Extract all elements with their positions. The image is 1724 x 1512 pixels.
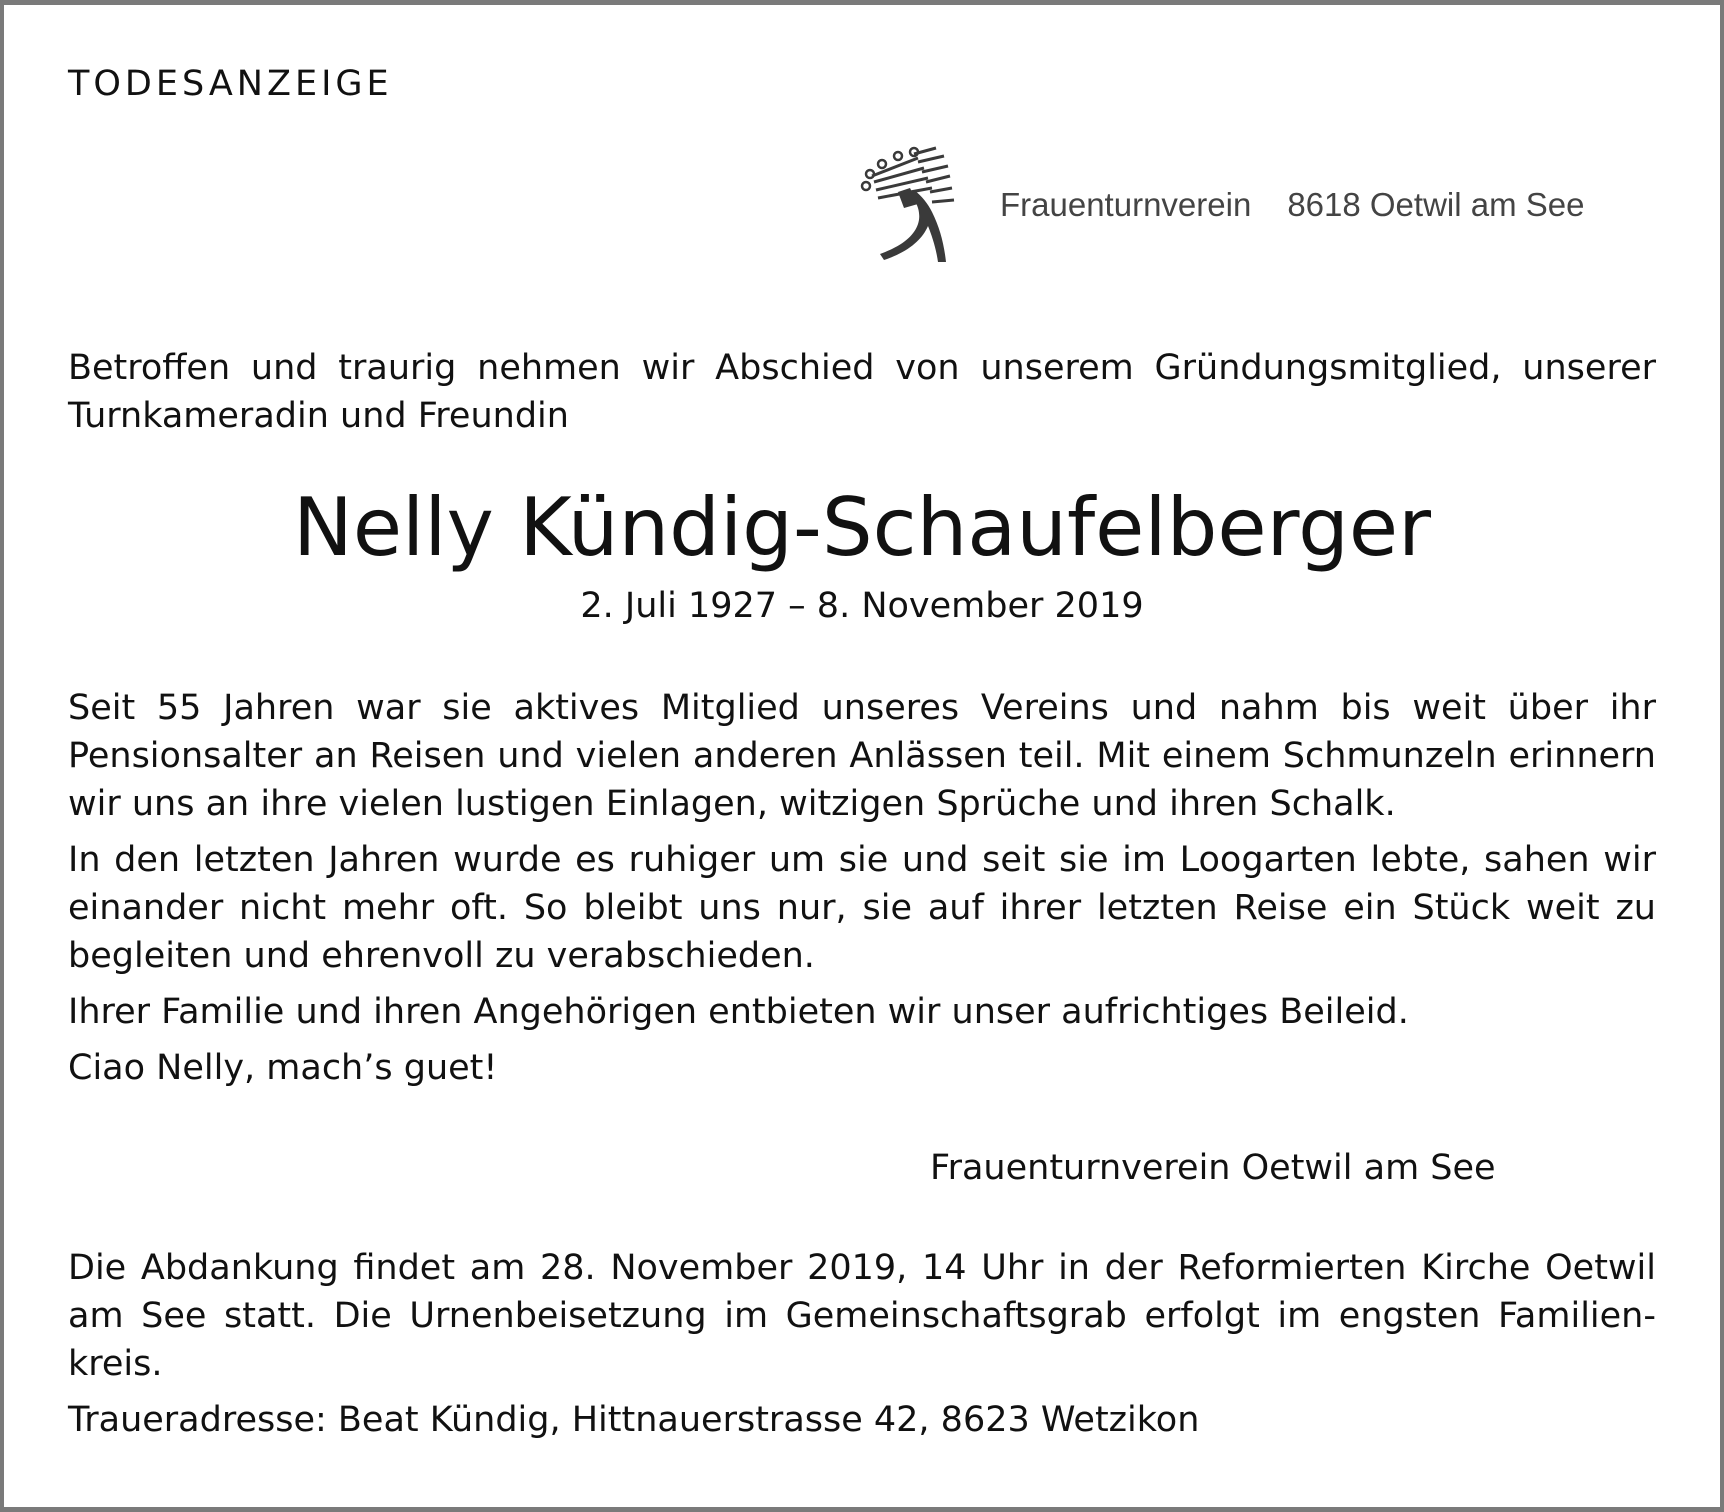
org-header (1000, 186, 1584, 224)
tribute-paragraph: Ciao Nelly, mach’s guet! (68, 1048, 498, 1088)
tribute-paragraph: Seit 55 Jahren war sie aktives Mitglied unseres Vereins und nahm bis weit über ihr Pensionsalter an Reisen und vielen anderen Anlässen teil. Mit einem Schmunzeln erinnern wir uns an ihre vielen lustigen Einlagen, witzigen Sprüche und ihren Schalk. (68, 688, 1656, 824)
notice-heading: TODESANZEIGE (68, 64, 393, 104)
life-dates: 2. Juli 1927 – 8. November 2019 (580, 586, 1144, 626)
signature: Frauenturnverein Oetwil am See (930, 1148, 1496, 1188)
tribute-text (68, 684, 1656, 1092)
intro-text (68, 344, 1656, 440)
deceased-name: Nelly Kündig-Schaufelberger (292, 481, 1431, 574)
intro-paragraph: Betroffen und traurig nehmen wir Abschied von unserem Gründungsmitglied, unserer Turnkameradin und Freundin (68, 348, 1656, 436)
funeral-paragraph: Die Abdankung findet am 28. November 2019, 14 Uhr in der Reformierten Kirche Oetwil am See statt. Die Urnenbeisetzung im Gemeinschaftsgrab erfolgt im engsten Familien-kreis. (68, 1248, 1656, 1384)
org-header-location: 8618 Oetwil am See (1287, 186, 1585, 223)
org-header-name: Frauenturnverein (1000, 186, 1252, 223)
funeral-info (68, 1244, 1656, 1444)
tribute-paragraph: Ihrer Familie und ihren Angehörigen entbieten wir unser aufrichtiges Beileid. (68, 992, 1409, 1032)
gymnast-figures-logo-icon (858, 142, 978, 264)
tribute-paragraph: In den letzten Jahren wurde es ruhiger um sie und seit sie im Loogarten lebte, sahen wir einander nicht mehr oft. So bleibt uns nur, sie auf ihrer letzten Reise ein Stück weit zu begleiten und ehrenvoll zu verabschieden. (68, 840, 1656, 976)
mourning-address: Traueradresse: Beat Kündig, Hittnauerstrasse 42, 8623 Wetzikon (68, 1400, 1200, 1440)
